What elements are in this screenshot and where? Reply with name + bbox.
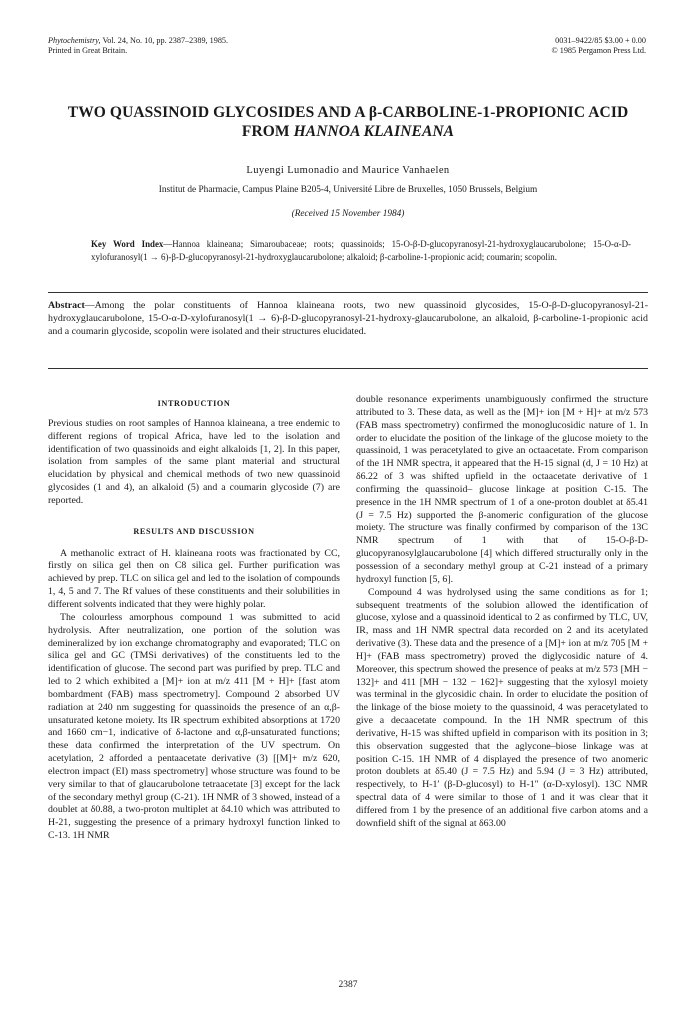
intro-paragraph: Previous studies on root samples of Hannoa klaineana, a tree endemic to different regions of tropical Africa, have led to the isolation and identification of two quassinoids and eight alkaloids [1, 2]. In this paper, isolation from samples of the same plant material and structural elucidation by physical and chemical methods of two new quassinoid glycosides (1 and 4), an alkaloid (5) and a coumarin glycoside (7) are reported.: [48, 417, 340, 506]
right-paragraph-2: Compound 4 was hydrolysed using the same conditions as for 1; subsequent treatments of the solubion allowed the identification of glucose, xylose and a quassinoid identical to 2 as confirmed by TLC, UV, IR, mass and 1H NMR spectral data recorded on 2 and its acetylated derivative (3). These data and the presence of a [M]+ ion at m/z 705 [M + H]+ (FAB mass spectrometry) proved the diglycosidic nature of 4. Moreover, this spectrum showed the presence of peaks at m/z 573 [MH − 132]+ and 411 [MH − 132 − 162]+ suggesting that the xylosyl moiety was terminal in the glycosidic chain. In order to elucidate the position of the linkage of the biose moiety to the quassinoid, 4 was peracetylated to give a decaacetate compound. In the 1H NMR spectrum of this derivative, H-15 was shifted upfield in comparison with its position in 3; this observation suggested that the aglycone–biose linkage was at position C-15. 1H NMR of 4 displayed the presence of two anomeric proton doublets at δ5.40 (J = 7.5 Hz) and 5.94 (J = 3 Hz) attributed, respectively, to H-1′ (β-D-glucosyl) to H-1″ (α-D-xylosyl). 13C NMR spectral data of 4 were similar to those of 1 and it was clear that it differed from 1 by the presence of an additional five carbon atoms and a downfield shift of the signal at δ63.00: [356, 586, 648, 829]
printed-in: Printed in Great Britain.: [48, 46, 128, 55]
copyright: © 1985 Pergamon Press Ltd.: [551, 46, 646, 55]
journal-name: Phytochemistry,: [48, 36, 101, 45]
introduction-heading: INTRODUCTION: [157, 399, 231, 408]
bottom-divider: [48, 368, 648, 369]
received-date: (Received 15 November 1984): [291, 209, 405, 219]
abstract-label: Abstract: [48, 300, 85, 311]
journal-header: [48, 36, 228, 56]
title-line-2: [40, 122, 656, 141]
page-number: 2387: [338, 980, 358, 990]
affiliation: Institut de Pharmacie, Campus Plaine B205-4, Université Libre de Bruxelles, 1050 Brussels, Belgium: [158, 185, 538, 195]
journal-citation: Vol. 24, No. 10, pp. 2387–2389, 1985.: [102, 36, 229, 45]
title-species: HANNOA KLAINEANA: [293, 123, 455, 140]
keyword-label: Key Word Index: [91, 239, 164, 249]
authors: Luyengi Lumonadio and Maurice Vanhaelen: [246, 165, 450, 176]
results-heading: RESULTS AND DISCUSSION: [133, 526, 255, 536]
abstract: [48, 299, 648, 339]
left-column: [48, 394, 340, 843]
paper-title: [40, 103, 656, 141]
title-line-2-prefix: FROM: [241, 123, 294, 140]
right-column: [356, 394, 648, 831]
keyword-index: [91, 238, 631, 264]
title-line-1: TWO QUASSINOID GLYCOSIDES AND A β-CARBOLINE-1-PROPIONIC ACID: [67, 104, 629, 121]
article-code: 0031–9422/85 $3.00 + 0.00: [555, 36, 646, 45]
top-divider: [48, 292, 648, 293]
results-paragraph-2: The colourless amorphous compound 1 was submitted to acid hydrolysis. After neutralization, one portion of the solution was demineralized by ion exchange chromatography and evaporated; TLC on silica gel and GC (TMSi derivatives) of the constituents led to the identification of glucose. The second part was purified by prep. TLC and led to 2 which exhibited a [M]+ ion at m/z 411 [M + H]+ [fast atom bombardment (FAB) mass spectrometry]. Compound 2 absorbed UV radiation at 240 nm suggesting for quassinoids the presence of an α,β-unsaturated ketone moiety. Its IR spectrum exhibited absorptions at 1720 and 1660 cm−1, indicative of δ-lactone and α,β-unsaturated functions; these data confirmed the interpretation of the UV spectrum. On acetylation, 2 afforded a pentaacetate derivative (3) [[M]+ m/z 620, electron impact (EI) mass spectrometry] whose structure was found to be very similar to that of glaucarubolone tetraacetate [3] except for the lack of the secondary methyl group (C-21). 1H NMR of 3 showed, instead of a doublet at δ0.88, a two-proton multiplet at δ4.10 which was attributed to H-21, suggesting the presence of a primary hydroxyl function linked to C-13. 1H NMR: [48, 611, 340, 842]
publisher-header: [551, 36, 646, 56]
right-paragraph-1: double resonance experiments unambiguously confirmed the structure attributed to 3. These data, as well as the [M]+ ion [M + H]+ at m/z 573 (FAB mass spectrometry) confirmed the monoglucosidic nature of 1. In order to elucidate the position of the linkage of the glucose moiety to the quassinoid, 1 was peracetylated to give an octaacetate. From comparison of the 1H NMR spectra, it appeared that the H-15 signal (d, J = 10 Hz) at δ6.22 of 3 was shifted upfield in the octaacetate derivative of 1 confirming the quassinoid– glucose linkage at position C-15. The presence in the 1H NMR spectrum of 1 of a one-proton doublet at δ5.41 (J = 7.5 Hz) supported the β-anomeric configuration of the glucose moiety. The structure was finally confirmed by comparison of the 13C NMR spectrum of 1 with that of 15-O-β-D-glucopyranosylglaucarubolone [4] which differed structurally only in the possession of a secondary methyl group at C-21 instead of a primary hydroxyl function [5, 6].: [356, 394, 648, 585]
keyword-text: —Hannoa klaineana; Simaroubaceae; roots; quassinoids; 15-O-β-D-glucopyranosyl-21-hydroxyglaucarubolone; 15-O-α-D-xylofuranosyl(1 → 6)-β-D-glucopyranosyl-21-hydroxyglaucarubolone; alkaloid; β-carboline-1-propionic acid; coumarin; scopolin.: [91, 239, 631, 262]
results-paragraph-1: A methanolic extract of H. klaineana roots was fractionated by CC, firstly on silica gel then on C8 silica gel. Further purification was achieved by prep. TLC on silica gel and led to the isolation of compounds 1, 4, 5 and 7. The Rf values of these constituents and their solubilities in different solvents indicated that they were highly polar.: [48, 547, 340, 610]
abstract-text: —Among the polar constituents of Hannoa klaineana roots, two new quassinoid glycosides, 15-O-β-D-glucopyranosyl-21-hydroxyglaucarubolone, 15-O-α-D-xylofuranosyl(1 → 6)-β-D-glucopyranosyl-21-hydroxy-glaucarubolone, an alkaloid, β-carboline-1-propionic acid and a coumarin glycoside, scopolin were isolated and their structures elucidated.: [48, 300, 648, 338]
